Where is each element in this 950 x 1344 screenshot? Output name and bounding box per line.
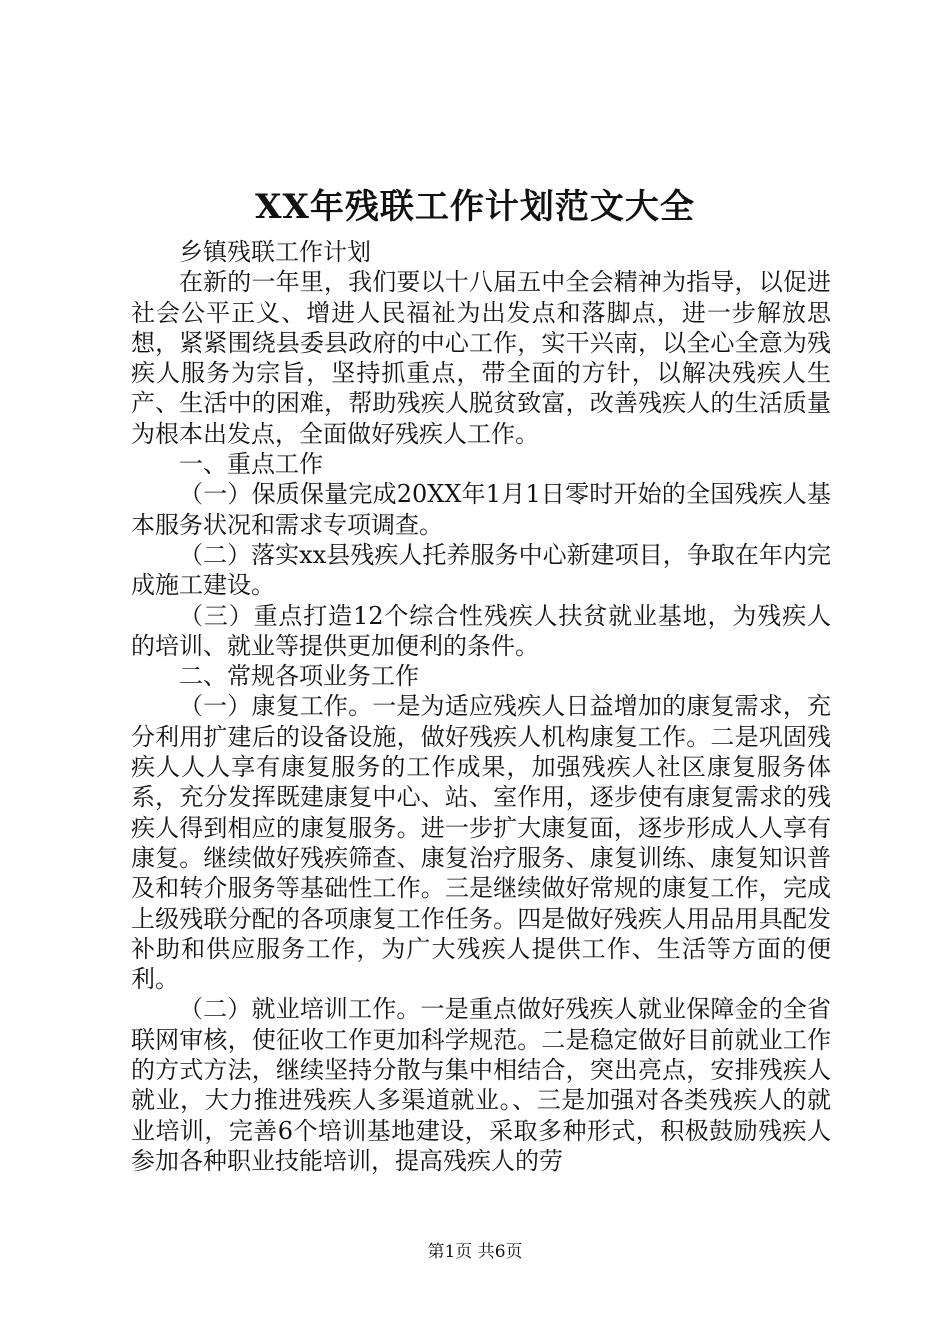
key-work-item-2: （二）落实xx县残疾人托养服务中心新建项目，争取在年内完成施工建设。 — [131, 540, 831, 600]
routine-work-employment: （二）就业培训工作。一是重点做好残疾人就业保障金的全省联网审核，使征收工作更加科学规范。二是稳定做好目前就业工作的方式方法，继续坚持分散与集中相结合，突出亮点，安排残疾人就业，大力推进残疾人多渠道就业。、三是加强对各类残疾人的就业培训，完善6个培训基地建设，采取多种形式，积极鼓励残疾人参加各种职业技能培训，提高残疾人的劳 — [131, 995, 831, 1175]
document-body — [131, 237, 831, 1176]
section-subtitle: 乡镇残联工作计划 — [179, 238, 371, 266]
intro-paragraph: 在新的一年里，我们要以十八届五中全会精神为指导，以促进社会公平正义、增进人民福祉为出发点和落脚点，进一步解放思想，紧紧围绕县委县政府的中心工作，实干兴南，以全心全意为残疾人服务为宗旨，坚持抓重点，带全面的方针，以解决残疾人生产、生活中的困难，帮助残疾人脱贫致富，改善残疾人的生活质量为根本出发点，全面做好残疾人工作。 — [131, 268, 831, 448]
page-indicator: 第1页 共6页 — [427, 1242, 523, 1262]
heading-key-work: 一、重点工作 — [179, 450, 323, 479]
key-work-item-3: （三）重点打造12个综合性残疾人扶贫就业基地，为残疾人的培训、就业等提供更加便利的条件。 — [131, 601, 831, 660]
key-work-item-1: （一）保质保量完成20XX年1月1日零时开始的全国残疾人基本服务状况和需求专项调查。 — [131, 480, 831, 539]
document-title: XX年残联工作计划范文大全 — [255, 187, 695, 227]
routine-work-rehabilitation: （一）康复工作。一是为适应残疾人日益增加的康复需求，充分利用扩建后的设备设施，做好残疾人机构康复工作。二是巩固残疾人人人享有康复服务的工作成果，加强残疾人社区康复服务体系，充分发挥既建康复中心、站、室作用，逐步使有康复需求的残疾人得到相应的康复服务。进一步扩大康复面，逐步形成人人享有康复。继续做好残疾筛查、康复治疗服务、康复训练、康复知识普及和转介服务等基础性工作。三是继续做好常规的康复工作，完成上级残联分配的各项康复工作任务。四是做好残疾人用品用具配发补助和供应服务工作，为广大残疾人提供工作、生活等方面的便利。 — [131, 692, 831, 994]
heading-routine-work: 二、常规各项业务工作 — [179, 662, 419, 691]
